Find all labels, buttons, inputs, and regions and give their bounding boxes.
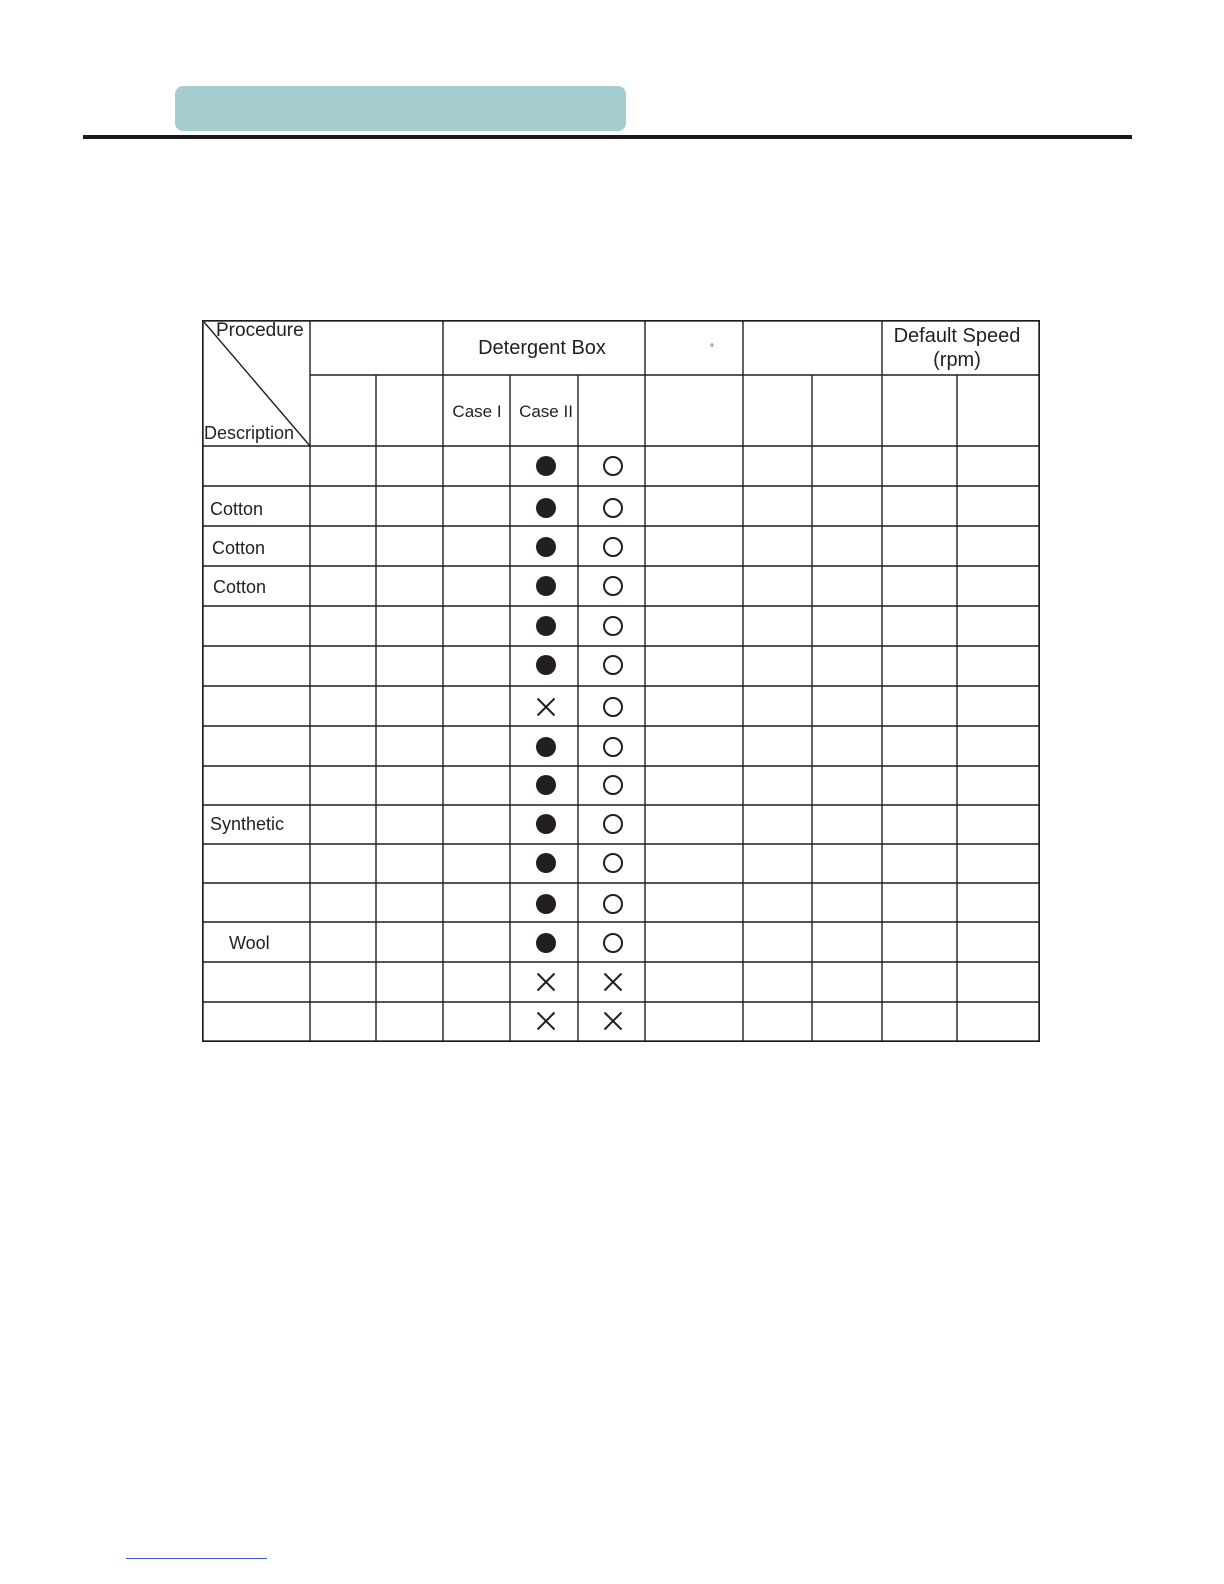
- filled-symbol: [536, 655, 556, 675]
- section-header-tab: [175, 86, 626, 131]
- program-table: [202, 320, 1040, 1042]
- row-description: Wool: [229, 933, 270, 953]
- cross-symbol: [603, 972, 623, 992]
- default-speed-unit: (rpm): [933, 349, 981, 371]
- row-description: Cotton: [210, 499, 264, 519]
- detergent-box-header: Detergent Box: [478, 337, 606, 359]
- procedure-label: Procedure: [216, 320, 304, 341]
- table-grid: [202, 320, 1040, 1042]
- hollow-symbol: [603, 697, 623, 717]
- filled-symbol: [536, 737, 556, 757]
- filled-symbol: [536, 616, 556, 636]
- hollow-symbol: [603, 576, 623, 596]
- filled-symbol: [536, 894, 556, 914]
- header-divider: [83, 135, 1132, 139]
- filled-symbol: [536, 814, 556, 834]
- filled-symbol: [536, 498, 556, 518]
- row-description: Cotton: [212, 538, 266, 558]
- filled-symbol: [536, 456, 556, 476]
- hollow-symbol: [603, 456, 623, 476]
- description-label: Description: [204, 423, 295, 443]
- row-description: Synthetic: [210, 814, 285, 834]
- default-speed-header: Default Speed: [893, 325, 1021, 347]
- row-description: Cotton: [213, 577, 267, 597]
- footer-link-underline: [126, 1558, 267, 1559]
- filled-symbol: [536, 537, 556, 557]
- cross-symbol: [603, 1011, 623, 1031]
- hollow-symbol: [603, 894, 623, 914]
- filled-symbol: [536, 775, 556, 795]
- filled-symbol: [536, 576, 556, 596]
- filled-symbol: [536, 933, 556, 953]
- hollow-symbol: [603, 853, 623, 873]
- case-i-header: Case I: [452, 402, 502, 421]
- hollow-symbol: [603, 537, 623, 557]
- hollow-symbol: [603, 775, 623, 795]
- hollow-symbol: [603, 814, 623, 834]
- filled-symbol: [536, 853, 556, 873]
- hollow-symbol: [603, 616, 623, 636]
- hollow-symbol: [603, 655, 623, 675]
- case-ii-header: Case II: [519, 402, 573, 421]
- degree-mark: °: [710, 343, 714, 354]
- cross-symbol: [536, 972, 556, 992]
- hollow-symbol: [603, 737, 623, 757]
- hollow-symbol: [603, 498, 623, 518]
- hollow-symbol: [603, 933, 623, 953]
- cross-symbol: [536, 697, 556, 717]
- cross-symbol: [536, 1011, 556, 1031]
